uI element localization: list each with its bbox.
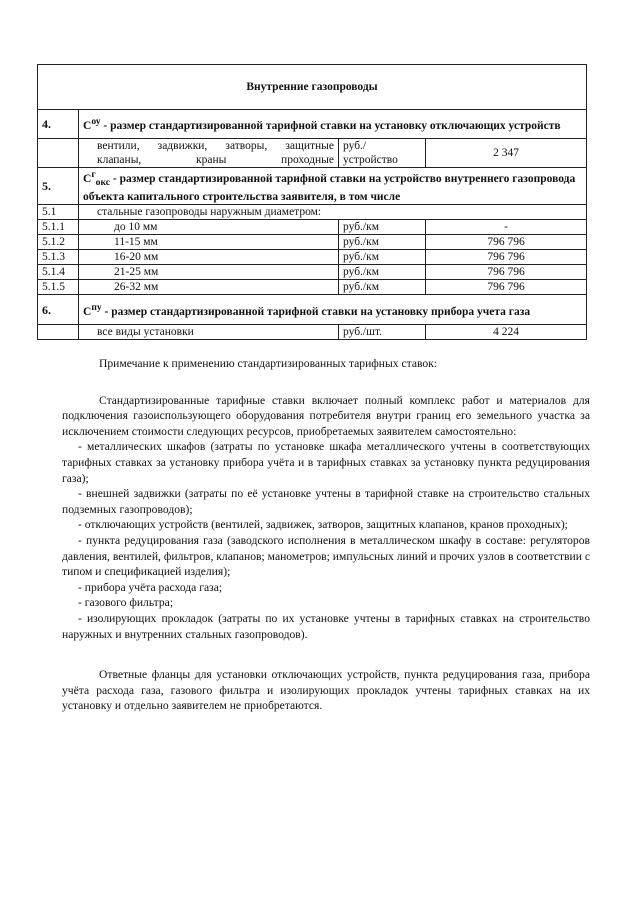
empty-cell (38, 325, 79, 340)
list-item: - внешней задвижки (затраты по её установке учтены в тарифной ставке на строительство стальных подземных газопроводов); (62, 487, 590, 516)
item-value: 2 347 (426, 139, 587, 168)
list-item: - отключающих устройств (вентилей, задвижек, затворов, защитных клапанов, кранов проходных); (78, 518, 568, 532)
table-row-4-item (38, 139, 587, 168)
section-title: Внутренние газопроводы (38, 65, 587, 110)
list-item: - металлических шкафов (затраты по установке шкафа металлического учтены в соответствующих тарифных ставках за установку прибора учёта и в тарифных ставках за установку пункта редуцирования газа); (62, 440, 590, 485)
item-description: 26-32 мм (79, 280, 339, 295)
table-row-5-1-4 (38, 265, 587, 280)
table-row-5-1-5 (38, 280, 587, 295)
table-row-6-item (38, 325, 587, 340)
item-value: 796 796 (426, 235, 587, 250)
list-item: - изолирующих прокладок (затраты по их установке учтены в тарифных ставках на строительство наружных и внутренних стальных газопроводов). (62, 611, 590, 641)
row-number: 5.1.5 (38, 280, 79, 295)
item-unit: руб./шт. (339, 325, 426, 340)
section-title-row (38, 65, 587, 110)
row-number: 6. (38, 295, 79, 325)
table-row-5-1 (38, 205, 587, 220)
item-description: 21-25 мм (79, 265, 339, 280)
row-number: 5.1 (38, 205, 79, 220)
row-number: 5.1.2 (38, 235, 79, 250)
row-number: 5.1.4 (38, 265, 79, 280)
rate-heading: $С^г_{окс}$ - размер стандартизированной тарифной ставки на устройство внутреннего газопровода объекта капитального строительства заявителя, в том числе (79, 168, 587, 205)
row-number: 4. (38, 110, 79, 139)
item-description: 16-20 мм (79, 250, 339, 265)
item-unit: руб./км (339, 235, 426, 250)
item-unit: руб./км (339, 250, 426, 265)
list-item: - пункта редуцирования газа (заводского исполнения в металлическом шкафу в составе: регуляторов давления, вентилей, фильтров, клапанов; манометров; импульсных линий и прочих узлов в соответствии с типом и спецификацией изделия); (62, 533, 590, 579)
item-unit: руб./км (339, 265, 426, 280)
row-number: 5.1.1 (38, 220, 79, 235)
table-row-5-1-1 (38, 220, 587, 235)
list-item: - прибора учёта расхода газа; (78, 580, 223, 594)
item-description: все виды установки (79, 325, 339, 340)
item-value: 796 796 (426, 250, 587, 265)
notes-intro: Стандартизированные тарифные ставки включает полный комплекс работ и материалов для подключения газоиспользующего оборудования потребителя внутри границ его земельного участка за исключением стоимости следующих ресурсов, приобретаемых заявителем самостоятельно: (62, 393, 590, 438)
item-description: стальные газопроводы наружным диаметром: (79, 205, 587, 220)
item-unit: руб./ устройство (339, 139, 426, 168)
item-value: - (426, 220, 587, 235)
rate-heading: $С^{пу}$ - размер стандартизированной тарифной ставки на установку прибора учета газа (79, 295, 587, 325)
notes-section (62, 356, 590, 714)
tariff-table (37, 64, 587, 340)
item-value: 4 224 (426, 325, 587, 340)
rate-heading: $С^{оу}$ - размер стандартизированной тарифной ставки на установку отключающих устройств (79, 110, 587, 139)
list-item: - газового фильтра; (78, 596, 174, 610)
item-description: до 10 мм (79, 220, 339, 235)
empty-cell (38, 139, 79, 168)
table-row-5-1-2 (38, 235, 587, 250)
table-row-4 (38, 110, 587, 139)
notes-heading: Примечание к применению стандартизированных тарифных ставок: (99, 357, 438, 370)
item-value: 796 796 (426, 280, 587, 295)
table-row-6 (38, 295, 587, 325)
row-number: 5. (38, 168, 79, 205)
notes-final: Ответные фланцы для установки отключающих устройств, пункта редуцирования газа, прибора учёта расхода газа, газового фильтра и изолирующих прокладок учтены тарифных ставках на их установку и отдельно заявителем не приобретаются. (62, 668, 590, 713)
item-description: вентили, задвижки, затворы, защитные клапаны, краны проходные (79, 139, 339, 168)
row-number: 5.1.3 (38, 250, 79, 265)
table-row-5-1-3 (38, 250, 587, 265)
table-row-5 (38, 168, 587, 205)
item-value: 796 796 (426, 265, 587, 280)
item-unit: руб./км (339, 220, 426, 235)
item-unit: руб./км (339, 280, 426, 295)
item-description: 11-15 мм (79, 235, 339, 250)
